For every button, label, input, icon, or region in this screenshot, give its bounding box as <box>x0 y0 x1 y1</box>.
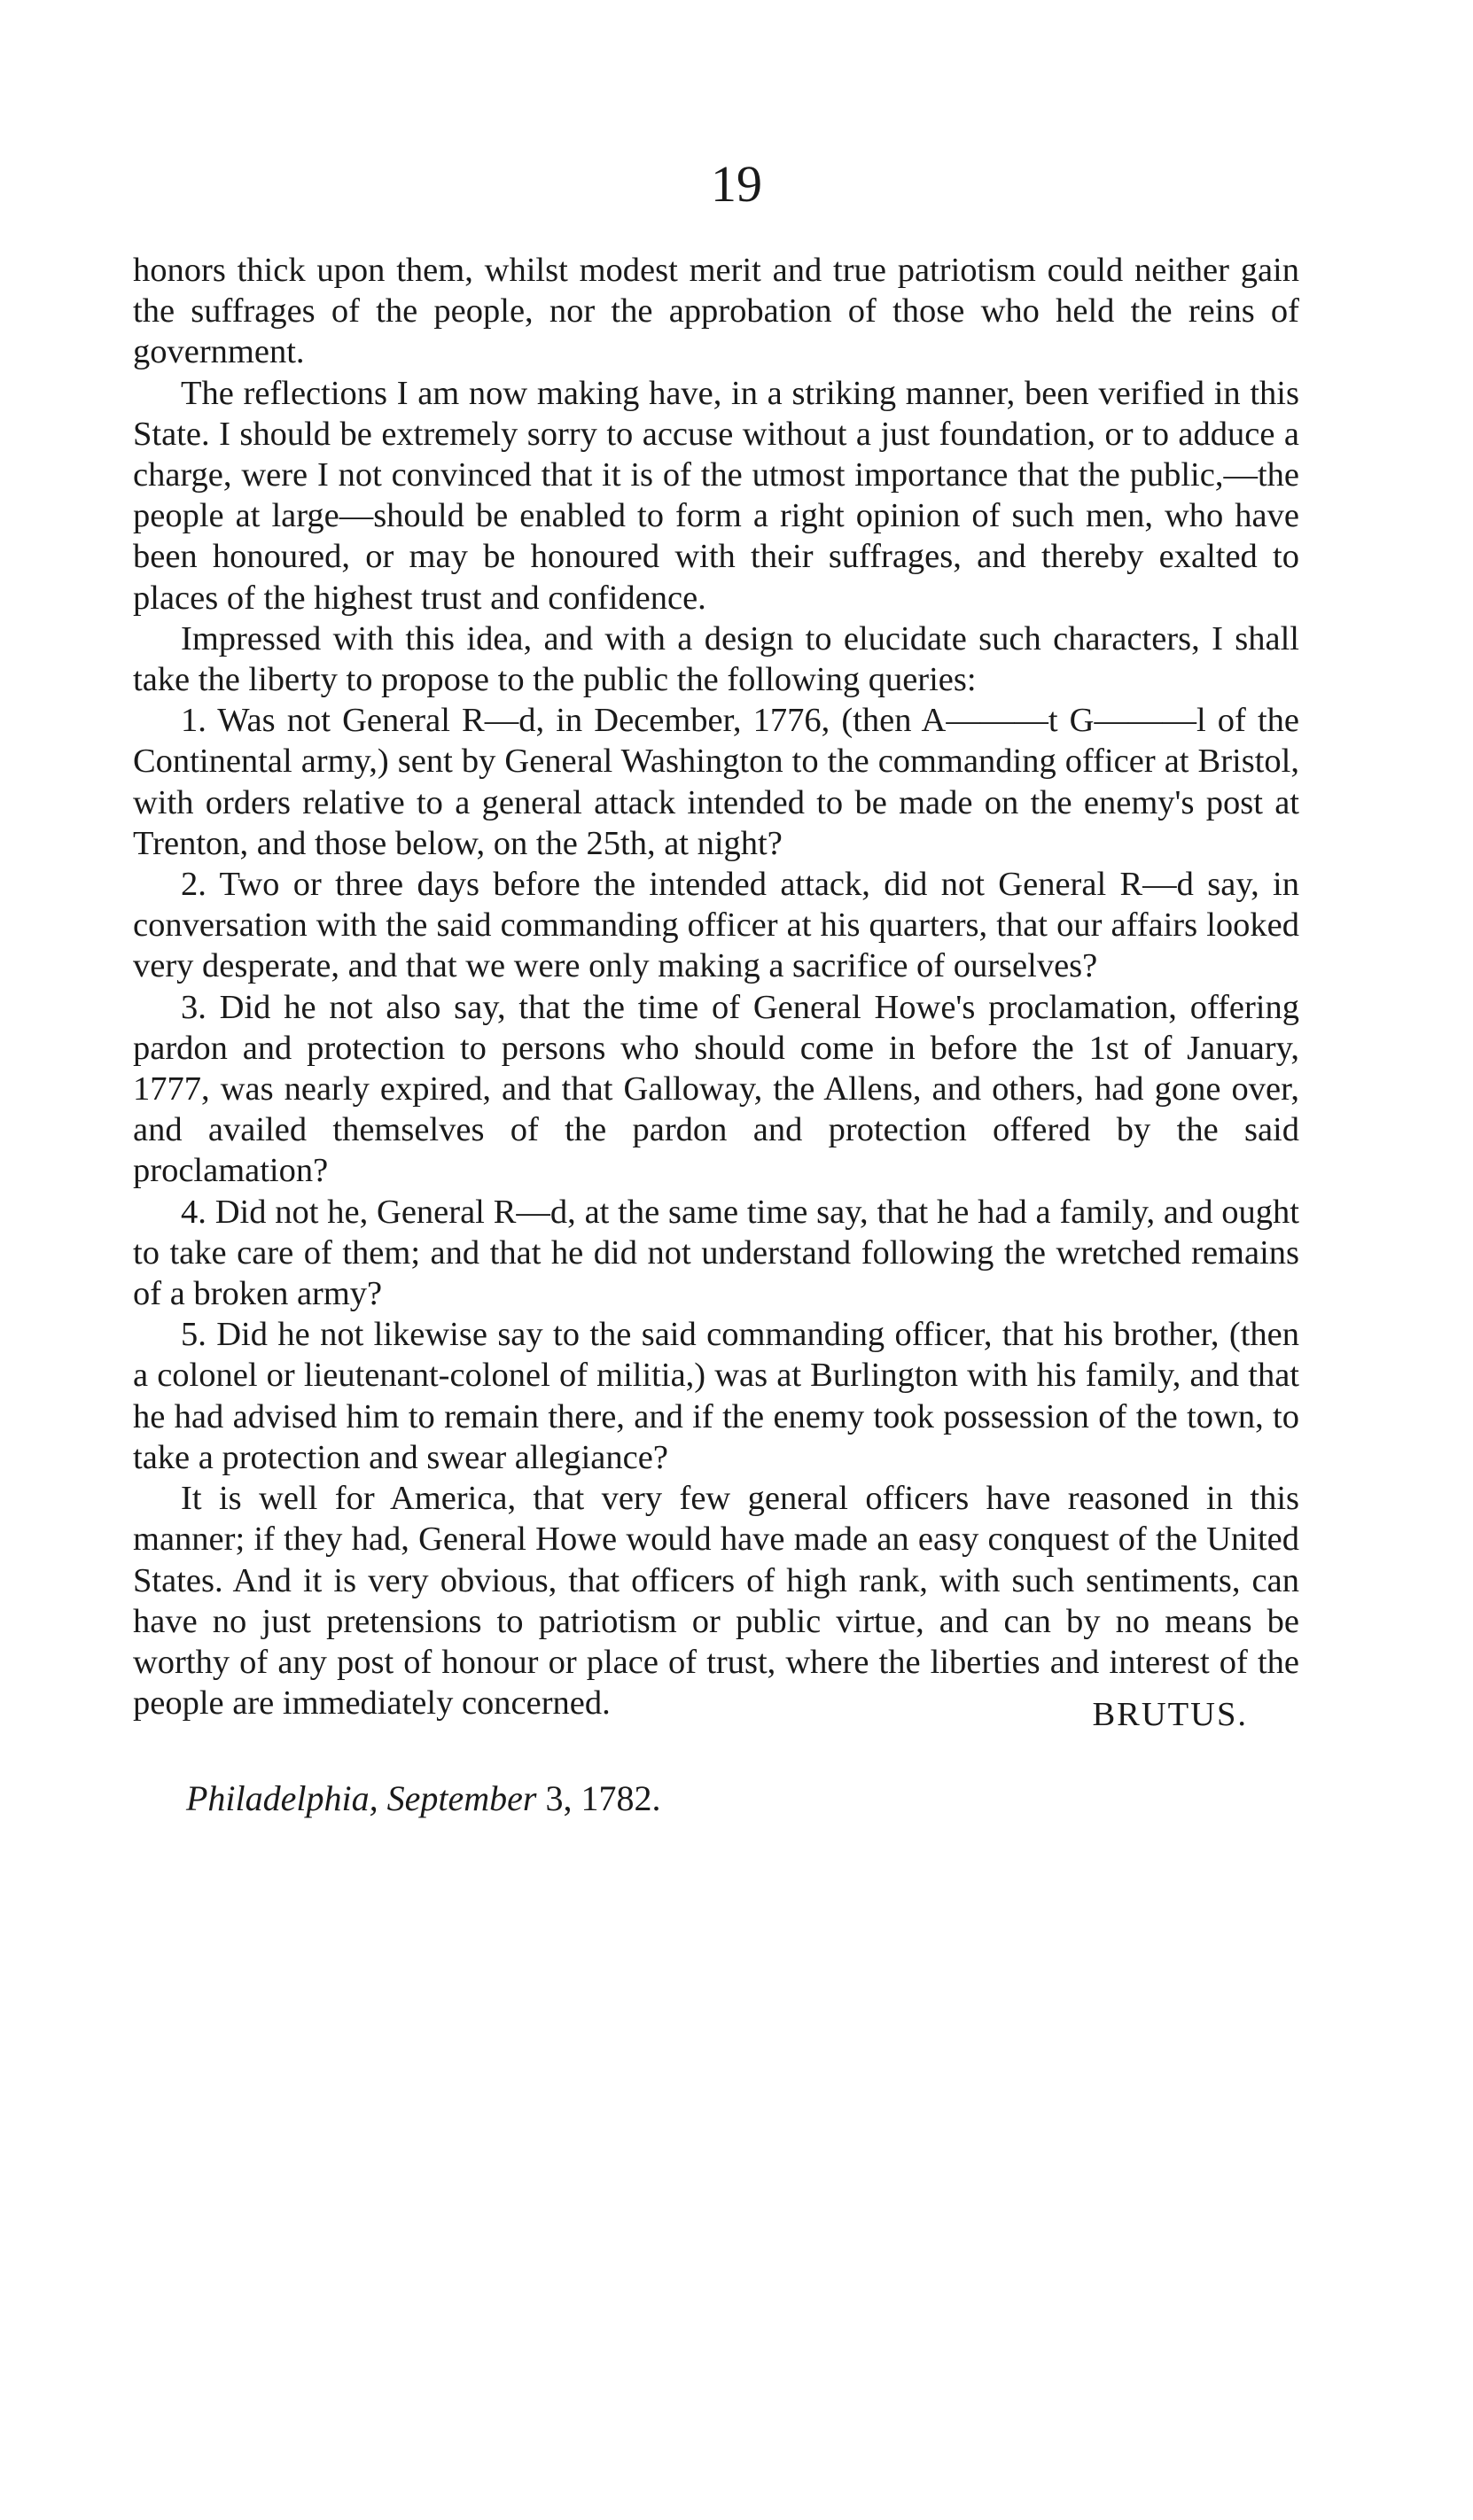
paragraph-reflections: The reflections I am now making have, in a striking manner, been verified in this State. I should be extremely sorry to accuse without a just foundation, or to adduce a charge, were I not convinced that it is of the utmost importance that the public,—the people at large—should be enabled to form a right opinion of such men, who have been honoured, or may be honoured with their suffrages, and thereby exalted to places of the highest trust and confidence. <box>133 374 1299 617</box>
paragraph-continuation: honors thick upon them, whilst modest merit and true patriotism could neither gain the suffrages of the people, nor the approbation of those who held the reins of government. <box>133 252 1299 371</box>
paragraph-conclusion: It is well for America, that very few general officers have reasoned in this manner; if they had, General Howe would have made an easy conquest of the United States. And it is very obvious, that officers of high rank, with such sentiments, can have no just pretensions to patriotism or public virtue, and can by no means be worthy of any post of honour or place of trust, where the liberties and interest of the people are immediately concerned. <box>133 1480 1299 1723</box>
dateline-date: 3, 1782. <box>536 1778 661 1818</box>
query-4: 4. Did not he, General R—d, at the same time say, that he had a family, and ought to take care of them; and that he did not understand following the wretched remains of a broken army? <box>133 1193 1299 1313</box>
page-number: 19 <box>711 155 762 213</box>
query-1: 1. Was not General R—d, in December, 1776, (then A———t G———l of the Continental army,) sent by General Washington to the commanding officer at Bristol, with orders relative to a general attack intended to be made on the enemy's post at Trenton, and those below, on the 25th, at night? <box>133 702 1299 862</box>
dateline-place: Philadelphia, <box>186 1778 378 1818</box>
query-3: 3. Did he not also say, that the time of General Howe's proclamation, offering pardon and protection to persons who should come in before the 1st of January, 1777, was nearly expired, and that Galloway, the Allens, and others, had gone over, and availed themselves of the pardon and protection offered by the said proclamation? <box>133 988 1299 1190</box>
paragraph-queries-intro: Impressed with this idea, and with a design to elucidate such characters, I shall take the liberty to propose to the public the following queries: <box>133 619 1299 699</box>
query-5: 5. Did he not likewise say to the said commanding officer, that his brother, (then a colonel or lieutenant-colonel of militia,) was at Burlington with his family, and that he had advised him to remain there, and if the enemy took possession of the town, to take a protection and swear allegiance? <box>133 1316 1299 1476</box>
body-text <box>133 250 1299 1723</box>
query-2: 2. Two or three days before the intended attack, did not General R—d say, in conversation with the said commanding officer at his quarters, that our affairs looked very desperate, and that we were only making a sacrifice of ourselves? <box>133 866 1299 985</box>
dateline <box>186 1778 660 1819</box>
signature: BRUTUS. <box>1092 1696 1248 1733</box>
dateline-month: September <box>386 1778 537 1818</box>
